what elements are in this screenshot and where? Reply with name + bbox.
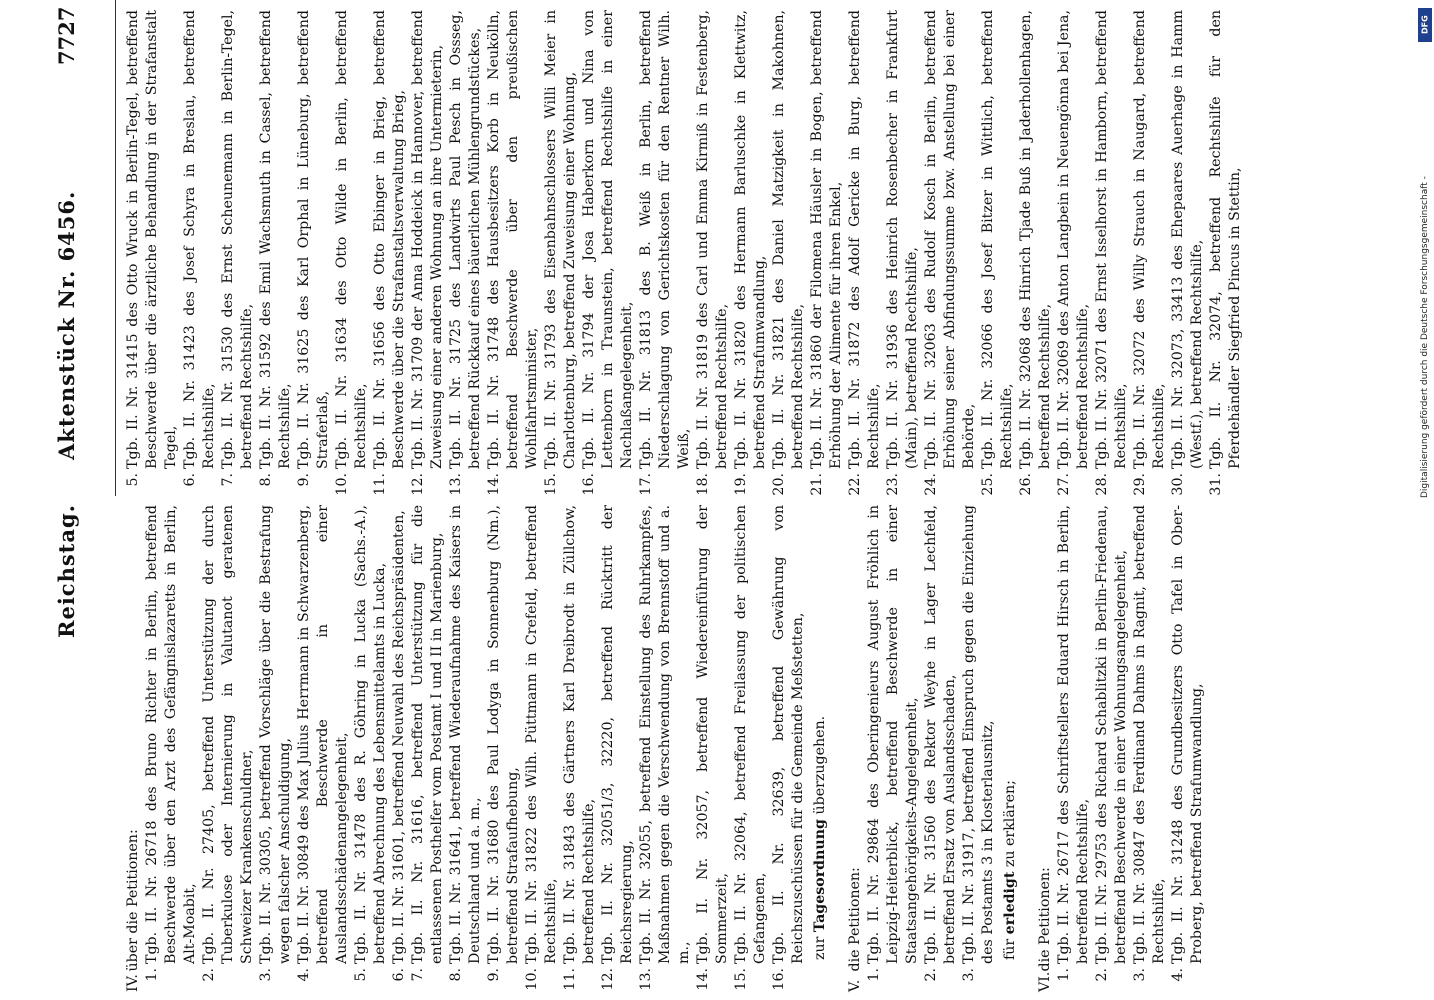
item-number: 19. (733, 473, 749, 496)
item-text: Tgb. II. Nr. 31641, betreffend Wiederaufnahme des Kaisers in Deutschland und a. m., (448, 505, 483, 964)
section-v-list (865, 505, 998, 992)
item-number: 29. (1132, 473, 1148, 496)
item-text: Tgb. II. Nr. 31248 des Grundbesitzers Otto Tafel in Ober-Proberg, betreffend Strafumwandlung, (1170, 505, 1205, 964)
item-number: 16. (771, 968, 787, 991)
petition-item (599, 505, 637, 992)
item-number: 30. (1170, 473, 1186, 496)
item-text: Tgb. II. Nr. 31820 des Hermann Barluschke in Klettwitz, betreffend Strafumwandlung, (733, 10, 768, 469)
petition-item (1169, 505, 1207, 992)
item-number: 13. (638, 968, 654, 991)
petition-item (124, 10, 181, 497)
section-v-closing: für erledigt zu erklären; (1002, 780, 1018, 960)
petition-item (1017, 10, 1055, 497)
header-title: Aktenstück Nr. 6456. (54, 190, 79, 460)
item-number: 21. (809, 473, 825, 496)
item-text: Tgb. II. Nr. 30849 des Max Julius Herrmann in Schwarzenberg, betreffend Beschwerde in einer Auslandsschädenangelegenheit, (296, 505, 350, 964)
petition-item (485, 10, 542, 497)
petition-item (1093, 10, 1131, 497)
item-text: Tgb. II. Nr. 26717 des Schriftstellers Eduard Hirsch in Berlin, betreffend Rechtshilfe, (1056, 505, 1091, 964)
item-number: 16. (581, 473, 597, 496)
item-number: 3. (961, 968, 977, 982)
header-left: Reichstag. (54, 504, 79, 638)
item-text: Tgb. II. Nr. 29864 des Oberingenieurs August Fröhlich in Leipzig-Heiterblick, betreffend Beschwerde in einer Staatsangehörigkeits-Angelegenheit, (866, 505, 920, 964)
petition-item (371, 10, 409, 497)
item-number: 28. (1094, 473, 1110, 496)
item-number: 18. (695, 473, 711, 496)
petition-item (143, 505, 200, 992)
item-text: Tgb. II. Nr. 27405, betreffend Unterstützung der durch Tuberkulose oder Internierung in Valutanot geratenen Schweizer Krankenschuldner, (201, 505, 255, 964)
item-number: 8. (258, 473, 274, 487)
page-header (48, 0, 96, 1000)
item-text: Tgb. II. Nr. 32074, betreffend Rechtshilfe für den Pferdehändler Siegfried Pincus in Stettin, (1208, 10, 1243, 469)
item-number: 17. (638, 473, 654, 496)
item-text: Tgb. II. Nr. 31821 des Daniel Matzigkeit in Makohnen, betreffend Rechtshilfe, (771, 10, 806, 469)
item-text: Tgb. II. Nr. 31813 des B. Weiß in Berlin, betreffend Niederschlagung von Gerichtskosten für den Rentner Wilh. Weiß, (638, 10, 692, 469)
item-text: Tgb. II. Nr. 31560 des Rektor Weyhe in Lager Lechfeld, betreffend Ersatz von Auslandsschaden, (923, 505, 958, 964)
petition-item (333, 10, 371, 497)
petition-item (219, 10, 257, 497)
petition-item (922, 10, 979, 497)
item-number: 11. (372, 473, 388, 496)
item-text: Tgb. II. Nr. 32064, betreffend Freilassung der politischen Gefangenen, (733, 505, 768, 964)
item-number: 15. (543, 473, 559, 496)
right-column (124, 10, 1245, 497)
item-number: 8. (448, 968, 464, 982)
item-text: Tgb. II. Nr. 31423 des Josef Schyra in Breslau, betreffend Rechtshilfe, (182, 10, 217, 469)
item-text: Tgb. II. Nr. 30847 des Ferdinand Dahms in Ragnit, betreffend Rechtshilfe, (1132, 505, 1167, 964)
item-text: Tgb. II. Nr. 32072 des Willy Strauch in Naugard, betreffend Rechtshilfe, (1132, 10, 1167, 469)
item-number: 24. (923, 473, 939, 496)
item-number: 5. (353, 968, 369, 982)
petition-item (637, 505, 694, 992)
left-column (124, 505, 1207, 992)
petition-item (542, 10, 580, 497)
petition-item (1131, 505, 1169, 992)
item-number: 3. (258, 968, 274, 982)
petition-item (295, 10, 333, 497)
item-text: Tgb. II. Nr. 31794 der Josa Haberkorn und Nina von Lettenborn in Traunstein, betreffend Rechtshilfe in einer Nachlaßangelegenheit, (581, 10, 635, 469)
section-v-heading: V. die Petitionen: (847, 867, 863, 992)
item-text: Tgb. II. Nr. 32068 des Hinrich Tjade Buß in Jaderhollenhagen, betreffend Rechtshilfe, (1018, 10, 1053, 469)
item-text: Tgb. II. Nr. 31478 des R. Göhring in Lucka (Sachs.-A.), betreffend Abrechnung des Lebensmittelamts in Lucka, (353, 505, 388, 964)
petition-item (846, 10, 884, 497)
petition-item (561, 505, 599, 992)
item-number: 10. (524, 968, 540, 991)
item-text: Tgb. II. Nr. 32057, betreffend Wiedereinführung der Sommerzeit, (695, 505, 730, 964)
petition-item (960, 505, 998, 992)
item-number: 5. (125, 473, 141, 487)
petition-item (1055, 10, 1093, 497)
item-text: Tgb. II. Nr. 31592 des Emil Wachsmuth in Cassel, betreffend Rechtshilfe, (258, 10, 293, 469)
petition-item (1169, 10, 1207, 497)
petition-item (732, 505, 770, 992)
petition-item (257, 10, 295, 497)
item-number: 1. (866, 968, 882, 982)
item-number: 25. (980, 473, 996, 496)
item-text: Tgb. II. Nr. 31725 des Landwirts Paul Pesch in Ossseg, betreffend Rückkauf eines bäuerlichen Mühlengrundstückes, (448, 10, 483, 469)
item-number: 12. (600, 968, 616, 991)
item-text: Tgb. II. Nr. 32639, betreffend Gewährung von Reichszuschüssen für die Gemeinde Meßstetten, (771, 505, 806, 964)
item-number: 27. (1056, 473, 1072, 496)
item-number: 23. (885, 473, 901, 496)
petition-item (865, 505, 922, 992)
petition-item (390, 505, 409, 992)
item-number: 15. (733, 968, 749, 991)
item-text: Tgb. II. Nr. 31616, betreffend Unterstützung für die entlassenen Posthelfer vom Postamt I und II in Marienburg, (410, 505, 445, 964)
petition-item (1131, 10, 1169, 497)
item-number: 31. (1208, 473, 1224, 496)
item-text: Tgb. II. Nr. 31680 des Paul Lodyga in Sonnenburg (Nm.), betreffend Strafaufhebung, (486, 505, 521, 964)
petition-item (770, 10, 808, 497)
item-number: 14. (486, 473, 502, 496)
item-number: 4. (296, 968, 312, 982)
petition-item (447, 10, 485, 497)
item-number: 9. (296, 473, 312, 487)
section-iv-list (143, 505, 808, 992)
section-vi-heading: VI. die Petitionen: (1037, 867, 1053, 992)
item-text: Tgb. II. Nr. 32063 des Rudolf Kosch in Berlin, betreffend Erhöhung seiner Abfindungssumme bzw. Anstellung bei einer Behörde, (923, 10, 977, 469)
item-text: Tgb. II. Nr. 32073, 33413 des Ehepaares Auerhage in Hamm (Westf.), betreffend Rechtshilfe, (1170, 10, 1205, 469)
item-number: 3. (1132, 968, 1148, 982)
item-text: Tgb. II. Nr. 31860 der Filomena Häusler in Bogen, betreffend Erhöhung der Alimente für ihren Enkel, (809, 10, 844, 469)
item-number: 12. (410, 473, 426, 496)
item-number: 7. (220, 473, 236, 487)
item-number: 14. (695, 968, 711, 991)
item-text: Tgb. II. Nr. 31819 des Carl und Emma Kirmiß in Festenberg, betreffend Rechtshilfe, (695, 10, 730, 469)
item-text: Tgb. II. Nr. 30305, betreffend Vorschläge über die Bestrafung wegen falscher Anschuldigung, (258, 505, 293, 964)
petition-item (732, 10, 770, 497)
item-text: Tgb. II. Nr. 31843 des Gärtners Karl Dreibrodt in Züllchow, betreffend Rechtshilfe, (562, 505, 597, 964)
petition-item (979, 10, 1017, 497)
item-text: Tgb. II. Nr. 31709 der Anna Hoddeick in Hannover, betreffend Zuweisung einer anderen Wohnung an ihre Untermieterin, (410, 10, 445, 469)
petition-item (580, 10, 637, 497)
item-text: Tgb. II. Nr. 31822 des Wilh. Püttmann in Crefeld, betreffend Rechtshilfe, (524, 505, 559, 964)
petition-item (1055, 505, 1093, 992)
item-text: Tgb. II. Nr. 31793 des Eisenbahnschlossers Willi Meier in Charlottenburg, betreffend Zuweisung einer Wohnung, (543, 10, 578, 469)
item-text: Tgb. II. Nr. 31601, betreffend Neuwahl des Reichspräsidenten, (391, 510, 407, 964)
item-number: 26. (1018, 473, 1034, 496)
item-text: Tgb. II. Nr. 31530 des Ernst Scheunemann in Berlin-Tegel, betreffend Rechtshilfe, (220, 10, 255, 469)
item-number: 20. (771, 473, 787, 496)
petition-item (352, 505, 390, 992)
item-number: 2. (1094, 968, 1110, 982)
section-iv-closing: zur Tagesordnung überzugehen. (812, 715, 828, 960)
page-number: 7727 (54, 6, 79, 65)
item-text: Tgb. II. Nr. 32069 des Anton Langbein in Neuengönna bei Jena, betreffend Rechtshilfe, (1056, 10, 1091, 469)
funding-note: Digitalisierung gefördert durch die Deutsche Forschungsgemeinschaft - (1420, 176, 1430, 498)
item-text: Tgb. II. Nr. 31748 des Hausbesitzers Korb in Neukölln, betreffend Beschwerde über den preußischen Wohlfahrtsminister, (486, 10, 540, 469)
petition-item (523, 505, 561, 992)
petition-item (808, 10, 846, 497)
petition-item (884, 10, 922, 497)
petition-item (409, 10, 447, 497)
item-text: Tgb. II. Nr. 31625 des Karl Orphal in Lüneburg, betreffend Straferlaß, (296, 10, 331, 469)
section-vi-list-continued (124, 10, 1245, 497)
section-iv-heading: IV. über die Petitionen: (125, 829, 141, 992)
petition-item (922, 505, 960, 992)
petition-item (637, 10, 694, 497)
item-number: 1. (144, 968, 160, 982)
item-number: 11. (562, 968, 578, 991)
item-text: Tgb. II. Nr. 29753 des Richard Schablitzki in Berlin-Friedenau, betreffend Beschwerde in einer Wohnungsangelegenheit, (1094, 505, 1129, 964)
petition-item (181, 10, 219, 497)
item-text: Tgb. II. Nr. 31415 des Otto Wruck in Berlin-Tegel, betreffend Beschwerde über die ärztliche Behandlung in der Strafanstalt Tegel, (125, 10, 179, 469)
petition-item (770, 505, 808, 992)
petition-item (694, 505, 732, 992)
item-number: 4. (1170, 968, 1186, 982)
petition-item (1207, 10, 1245, 497)
item-text: Tgb. II. Nr. 31656 des Otto Ebinger in Brieg, betreffend Beschwerde über die Strafanstaltsverwaltung Brieg, (372, 10, 407, 469)
item-number: 9. (486, 968, 502, 982)
dfg-logo: DFG (1418, 8, 1432, 42)
item-number: 1. (1056, 968, 1072, 982)
item-number: 2. (923, 968, 939, 982)
item-text: Tgb. II. Nr. 32051/3, 32220, betreffend Rücktritt der Reichsregierung, (600, 505, 635, 964)
item-number: 2. (201, 968, 217, 982)
petition-item (1093, 505, 1131, 992)
header-rule (115, 0, 116, 496)
item-text: Tgb. II. Nr. 26718 des Bruno Richter in Berlin, betreffend Beschwerde über den Arzt des Gefängnislazaretts in Berlin, Alt-Moabit, (144, 505, 198, 964)
petition-item (295, 505, 352, 992)
item-text: Tgb. II. Nr. 31634 des Otto Wilde in Berlin, betreffend Rechtshilfe, (334, 10, 369, 469)
petition-item (447, 505, 485, 992)
item-text: Tgb. II. Nr. 32071 des Ernst Isselhorst in Hamborn, betreffend Rechtshilfe, (1094, 10, 1129, 469)
item-number: 13. (448, 473, 464, 496)
item-text: Tgb. II. Nr. 31917, betreffend Einspruch gegen die Einziehung des Postamts 3 in Klosterlausnitz, (961, 505, 996, 964)
item-text: Tgb. II. Nr. 31872 des Adolf Gericke in Burg, betreffend Rechtshilfe, (847, 10, 882, 469)
petition-item (409, 505, 447, 992)
item-text: Tgb. II. Nr. 32066 des Josef Bitzer in Wittlich, betreffend Rechtshilfe, (980, 10, 1015, 469)
item-number: 6. (391, 968, 407, 982)
item-number: 7. (410, 968, 426, 982)
petition-item (257, 505, 295, 992)
petition-item (485, 505, 523, 992)
section-vi-list (1055, 505, 1207, 992)
item-text: Tgb. II. Nr. 31936 des Heinrich Rosenbecher in Frankfurt (Main), betreffend Rechtshilfe, (885, 10, 920, 469)
petition-item (694, 10, 732, 497)
item-text: Tgb. II. Nr. 32055, betreffend Einstellung des Ruhrkampfes, Maßnahmen gegen die Verschwendung von Brennstoff und a. m., (638, 505, 692, 964)
item-number: 10. (334, 473, 350, 496)
item-number: 22. (847, 473, 863, 496)
petition-item (200, 505, 257, 992)
item-number: 6. (182, 473, 198, 487)
